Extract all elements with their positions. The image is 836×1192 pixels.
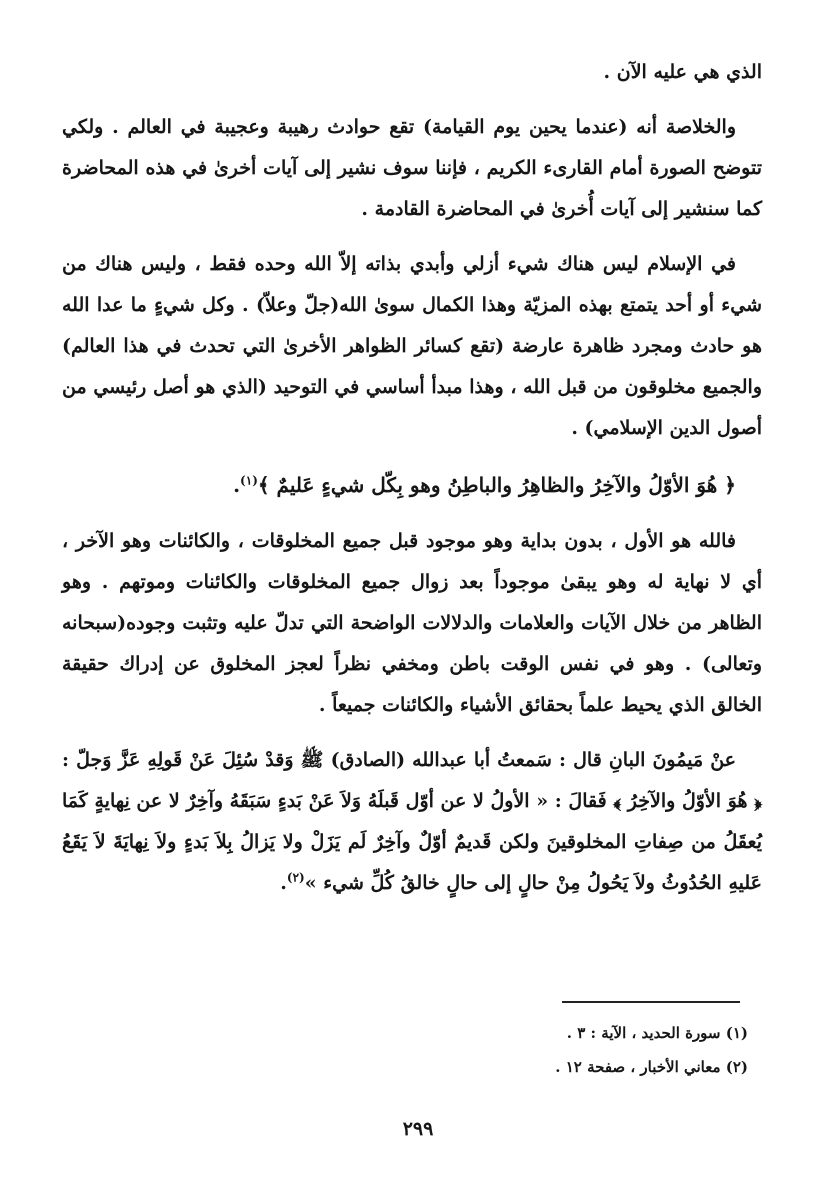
- footnote-1: (١) سورة الحديد ، الآية : ٣ .: [566, 1024, 748, 1042]
- paragraph-explanation: فالله هو الأول ، بدون بداية وهو موجود قبل جميع المخلوقات ، والكائنات وهو الآخر ، أي لا نهاية له وهو يبقىٰ موجوداً بعد زوال جميع المخلوقات والكائنات وموتهم . وهو الظاهر من خلال الآيات والعلامات والدلالات الواضحة التي تدلّ عليه وتثبت وجوده(سبحانه وتعالى) . وهو في نفس الوقت باطن ومخفي نظراً لعجز المخلوق عن إدراك حقيقة الخالق الذي يحيط علماً بحقائق الأشياء والكائنات جميعاً .: [62, 530, 762, 716]
- hadith-text: عنْ مَيمُونَ البانِ قال : سَمعتُ أبا عبدالله (الصادق) ﷺ وَقدْ سُئِلَ عَنْ قَولِهِ عَزَّ وَجلّ : ﴿ هُوَ الأوّلُ والآخِرُ ﴾ فَقالَ : « الأولُ لا عن أوّل قَبلَهُ وَلاَ عَنْ بَدءٍ سَبَقَهُ وآخِرٌ لا عن نِهايةٍ كَمَا يُعقَلُ من صِفاتِ المخلوقينَ ولكن قَديمٌ أوّلٌ وآخِرٌ لَم يَزَلْ ولا يَزالُ بِلاَ بَدءٍ ولاَ نِهايَةَ لاَ يَقَعُ عَليهِ الحُدُوثُ ولاَ يَحُولُ مِنْ حالٍ إلى حالٍ خالقُ كُلِّ شيء »: [62, 749, 762, 894]
- quran-verse-text: ﴿ هُوَ الأوّلُ والآخِرُ والظاهِرُ والباطِنُ وهو بِكّل شيءٍ عَليمٌ ﴾: [257, 473, 736, 497]
- page-number: ٢٩٩: [402, 1118, 434, 1140]
- book-page-body: [62, 52, 762, 918]
- footnote-ref-2: (٢): [286, 870, 305, 885]
- footnotes: [62, 1016, 748, 1084]
- footnote-separator: [562, 1001, 740, 1003]
- footnote-ref-1: (١): [240, 473, 258, 488]
- paragraph-hadith: [62, 740, 762, 904]
- footnote-2: (٢) معاني الأخبار ، صفحة ١٢ .: [555, 1058, 748, 1076]
- quran-verse: [62, 463, 762, 507]
- paragraph-summary: والخلاصة أنه (عندما يحين يوم القيامة) تقع حوادث رهيبة وعجيبة في العالم . ولكي تتوضح الصورة أمام القارىء الكريم ، فإننا سوف نشير إلى آيات أخرىٰ في هذه المحاضرة كما سنشير إلى آيات أُخرىٰ في المحاضرة القادمة .: [62, 116, 762, 220]
- paragraph-continuation: الذي هي عليه الآن .: [603, 61, 762, 83]
- hadith-end-mark: .: [280, 872, 287, 894]
- paragraph-tawhid: في الإسلام ليس هناك شيء أزلي وأبدي بذاته إلاّ الله وحده فقط ، وليس هناك من شيء أو أحد يتمتع بهذه المزيّة وهذا الكمال سوىٰ الله(جلّ وعلاّ) . وكل شيءٍ ما عدا الله هو حادث ومجرد ظاهرة عارضة (تقع كسائر الظواهر الأخرىٰ التي تحدث في هذا العالم) والجميع مخلوقون من قبل الله ، وهذا مبدأ أساسي في التوحيد (الذي هو أصل رئيسي من أصول الدين الإسلامي) .: [62, 253, 762, 439]
- verse-end-mark: .: [233, 473, 241, 497]
